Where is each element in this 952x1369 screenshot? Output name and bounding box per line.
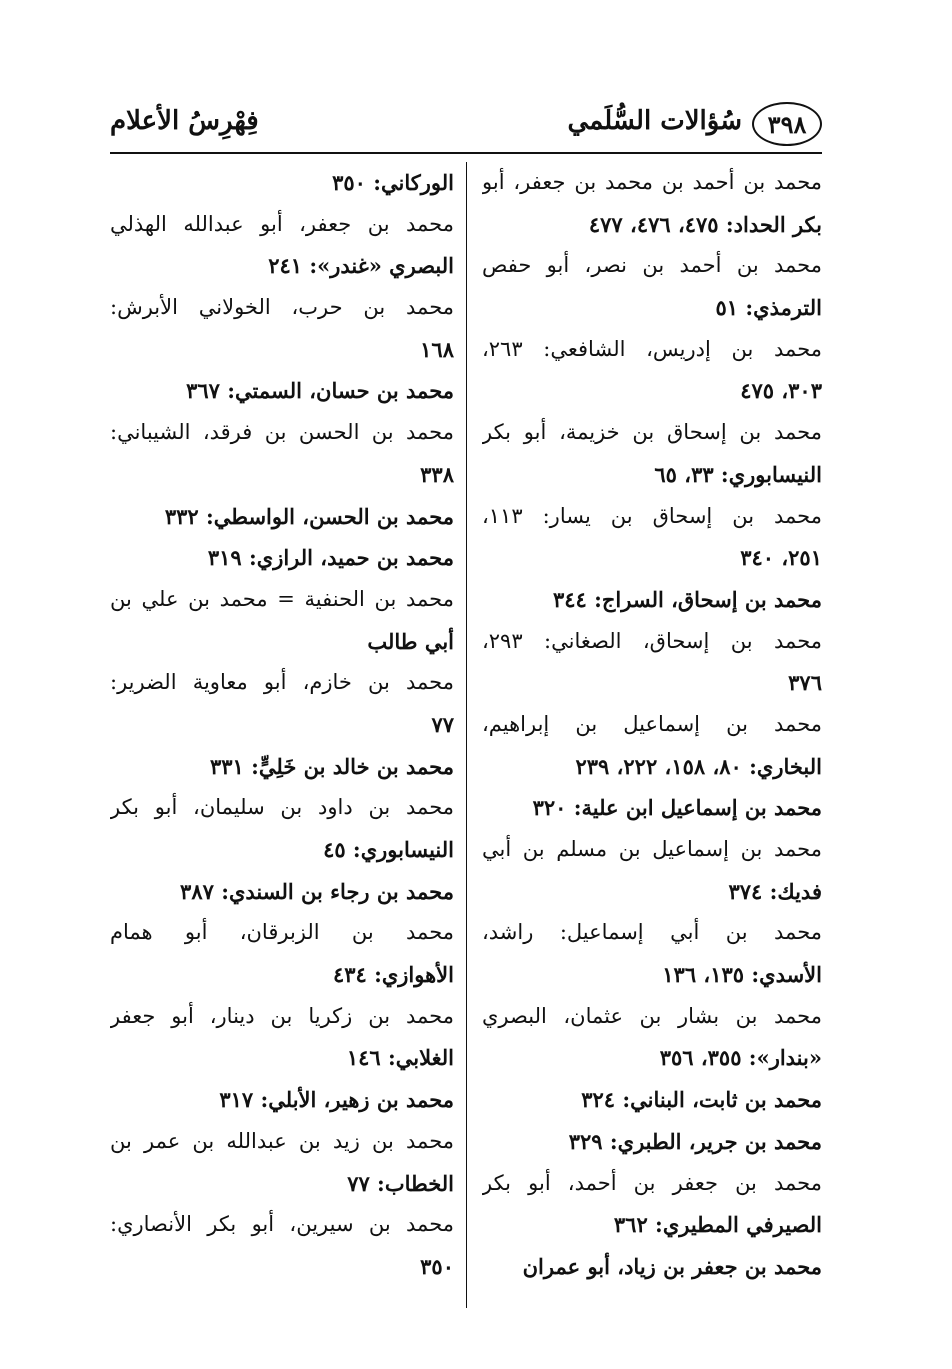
index-entry-line: محمد بن الحسن، الواسطي: ٣٣٢ <box>164 503 454 529</box>
page-header <box>110 96 822 152</box>
index-entry-line: محمد بن زهير، الأبلي: ٣١٧ <box>219 1087 454 1113</box>
index-entry-line: البخاري: ٨٠، ١٥٨، ٢٢٢، ٢٣٩ <box>575 753 822 779</box>
index-entry-line: محمد بن إسماعيل بن إبراهيم، <box>482 711 822 736</box>
index-entry-line: محمد بن حميد، الرازي: ٣١٩ <box>207 545 454 571</box>
index-entry-line: محمد بن زكريا بن دينار، أبو جعفر <box>110 1003 454 1028</box>
header-rule <box>110 152 822 154</box>
index-entry-line: محمد بن إسماعيل بن مسلم بن أبي <box>482 837 822 861</box>
index-entry-line: محمد بن إسماعيل ابن علية: ٣٢٠ <box>532 795 822 821</box>
index-entry-line: محمد بن جعفر بن أحمد، أبو بكر <box>482 1170 822 1195</box>
index-entry-line: ٣٧٦ <box>788 670 822 696</box>
index-entry-line: أبي طالب <box>367 628 454 654</box>
index-entry-line: الوركاني: ٣٥٠ <box>332 170 454 195</box>
index-entry-line: ٣٣٨ <box>420 461 454 487</box>
index-entry-line: محمد بن جعفر بن زياد، أبو عمران <box>522 1253 822 1279</box>
index-entry-line: محمد بن إسحاق بن خزيمة، أبو بكر <box>482 420 822 445</box>
index-entry-line: ١٦٨ <box>420 336 454 362</box>
index-entry-line: ٧٧ <box>431 711 454 737</box>
index-column-right <box>482 162 822 1308</box>
index-entry-line: محمد بن الزبرقان، أبو همام <box>110 920 454 945</box>
index-entry-line: محمد بن حرب، الخولاني الأبرش: <box>110 295 454 320</box>
section-title: فِهْرِسُ الأعلام <box>110 106 259 136</box>
index-entry-line: محمد بن إدريس، الشافعي: ٢٦٣، <box>482 336 822 361</box>
index-entry-line: النيسابوري: ٣٣، ٦٥ <box>654 461 822 487</box>
index-entry-line: محمد بن الحسن بن فرقد، الشيباني: <box>110 420 454 445</box>
index-entry-line: محمد بن أبي إسماعيل: راشد، <box>482 920 822 945</box>
index-entry-line: محمد بن داود بن سليمان، أبو بكر <box>110 795 454 820</box>
index-entry-line: الخطاب: ٧٧ <box>347 1170 454 1196</box>
index-entry-line: الأهوازي: ٤٣٤ <box>332 962 454 988</box>
index-entry-line: محمد بن الحنفية = محمد بن علي بن <box>110 586 454 611</box>
index-entry-line: النيسابوري: ٤٥ <box>323 837 454 862</box>
index-column-left <box>110 162 454 1308</box>
index-entry-line: محمد بن إسحاق، الصغاني: ٢٩٣، <box>482 628 822 653</box>
index-entry-line: محمد بن جعفر، أبو عبدالله الهذلي <box>110 211 454 236</box>
column-divider <box>466 162 467 1308</box>
index-entry-line: «بندار»: ٣٥٥، ٣٥٦ <box>659 1045 822 1071</box>
index-entry-line: فديك: ٣٧٤ <box>728 878 822 904</box>
book-title: سُؤالات السُّلَمي <box>567 106 742 136</box>
index-entry-line: محمد بن زيد بن عبدالله بن عمر بن <box>110 1128 454 1153</box>
index-entry-line: محمد بن إسحاق، السراج: ٣٤٤ <box>552 586 822 612</box>
index-entry-line: البصري «غندر»: ٢٤١ <box>268 253 454 279</box>
index-entry-line: محمد بن خازم، أبو معاوية الضرير: <box>110 670 454 695</box>
index-entry-line: محمد بن أحمد بن محمد بن جعفر، أبو <box>482 170 822 194</box>
page-number-badge: ٣٩٨ <box>752 102 822 146</box>
index-entry-line: محمد بن إسحاق بن يسار: ١١٣، <box>482 503 822 528</box>
index-entry-line: الأسدي: ١٣٥، ١٣٦ <box>662 962 822 988</box>
index-entry-line: محمد بن حسان، السمتي: ٣٦٧ <box>186 378 454 404</box>
index-entry-line: محمد بن أحمد بن نصر، أبو حفص <box>482 253 822 278</box>
index-entry-line: محمد بن ثابت، البناني: ٣٢٤ <box>581 1087 822 1113</box>
index-entry-line: محمد بن سيرين، أبو بكر الأنصاري: <box>110 1212 454 1237</box>
index-entry-line: محمد بن بشار بن عثمان، البصري <box>482 1003 822 1028</box>
index-entry-line: الغلابي: ١٤٦ <box>346 1045 454 1071</box>
index-entry-line: ٣٠٣، ٤٧٥ <box>740 378 822 404</box>
index-entry-line: ٢٥١، ٣٤٠ <box>740 545 822 571</box>
index-entry-line: الترمذي: ٥١ <box>715 295 822 321</box>
index-entry-line: ٣٥٠ <box>420 1253 454 1279</box>
index-entry-line: محمد بن رجاء بن السندي: ٣٨٧ <box>180 878 454 904</box>
index-entry-line: محمد بن خالد بن خَلِيٍّ: ٣٣١ <box>209 753 454 779</box>
index-entry-line: الصيرفي المطيري: ٣٦٢ <box>613 1212 822 1238</box>
index-entry-line: محمد بن جرير، الطبري: ٣٢٩ <box>568 1128 822 1154</box>
index-entry-line: بكر الحداد: ٤٧٥، ٤٧٦، ٤٧٧ <box>588 211 822 237</box>
